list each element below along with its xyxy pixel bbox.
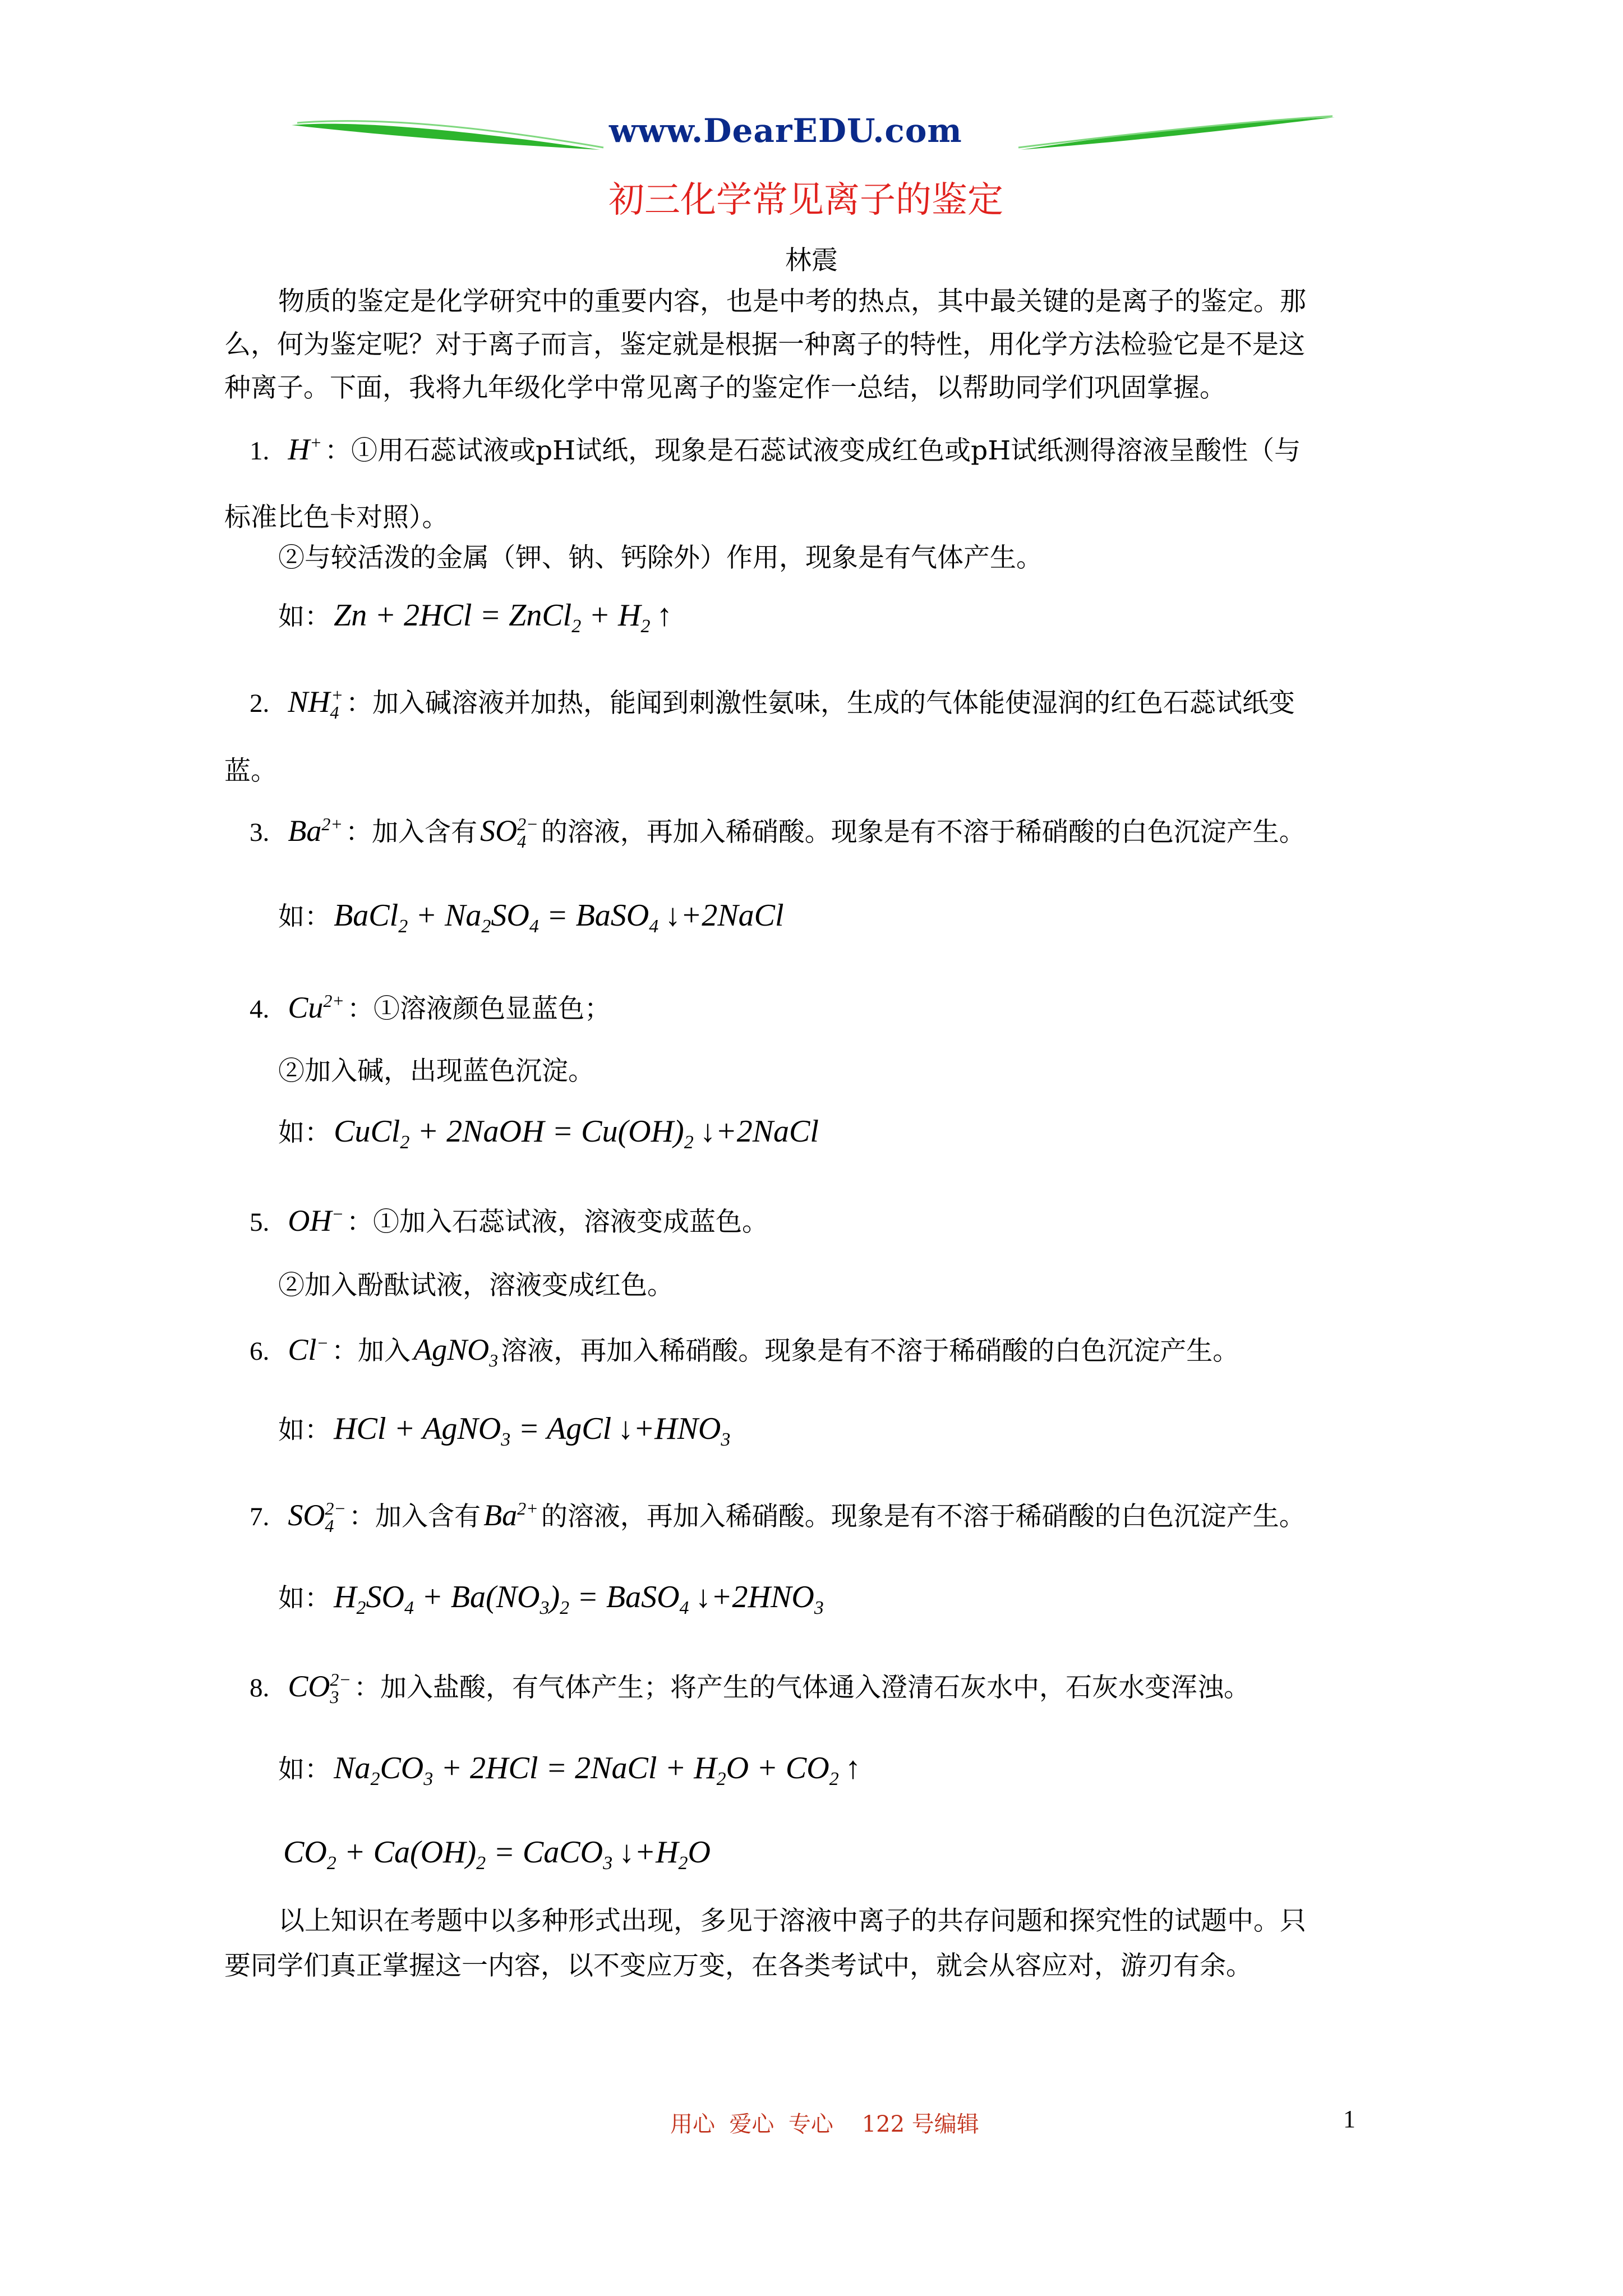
equation-row [278, 1750, 861, 1790]
green-swoosh-right [1015, 115, 1335, 154]
site-logo-text: www.DearEDU.com [609, 112, 962, 150]
page-number: 1 [1343, 2105, 1355, 2133]
document-title: 初三化学常见离子的鉴定 [608, 180, 1003, 221]
ion-formula: H+ [288, 432, 322, 466]
equation-prefix: 如： [278, 1583, 331, 1614]
ion-formula: Cl− [288, 1333, 329, 1366]
item-number: 4. [250, 995, 270, 1024]
equation-prefix: 如： [278, 601, 331, 632]
item-text-method-2: ②与较活泼的金属（钾、钠、钙除外）作用，现象是有气体产生。 [278, 542, 1043, 573]
ion-formula: $Cu^{2+}$ [288, 991, 344, 1024]
item-text: ：加入含有 [349, 1501, 481, 1532]
chemical-equation: $H_2SO_4 + Ba(NO_3)_2$ = BaSO$_4$ $↓+2HNO_3$ [334, 1580, 824, 1619]
item-text: ：加入碱溶液并加热，能闻到刺激性氨味，生成的气体能使湿润的红色石蕊试纸变 [346, 688, 1295, 719]
intro-line-3: 种离子。下面，我将九年级化学中常见离子的鉴定作一总结，以帮助同学们巩固掌握。 [224, 372, 1226, 403]
chemical-equation: CuCl$_2$ + 2NaOH = $Cu(OH)_2$ ↓+2NaCl [334, 1114, 819, 1153]
chemical-equation: HCl + AgNO$_3$ = AgCl $↓+HNO_3$ [334, 1411, 731, 1451]
item-text: ：①用石蕊试液或pH试纸，现象是石蕊试液变成红色或pH试纸测得溶液呈酸性（与 [325, 435, 1301, 466]
list-item [250, 1332, 1239, 1371]
equation-row [278, 1579, 824, 1619]
list-item [250, 432, 1301, 468]
item-text-method-2: ②加入碱，出现蓝色沉淀。 [278, 1056, 594, 1087]
intro-line-2: 么，何为鉴定呢？对于离子而言，鉴定就是根据一种离子的特性，用化学方法检验它是不是这 [224, 329, 1305, 360]
chemical-equation: Zn + 2HCl = ZnCl$_2$ + $H_2$ ↑ [334, 598, 672, 637]
list-item [250, 1498, 1306, 1536]
ion-formula: OH− [288, 1204, 344, 1237]
intro-line-1: 物质的鉴定是化学研究中的重要内容，也是中考的热点，其中最关键的是离子的鉴定。那 [278, 286, 1306, 317]
item-text-method-2: ②加入酚酞试液，溶液变成红色。 [278, 1270, 674, 1301]
page-footer-text: 用心 爱心 专心 122 号编辑 [670, 2111, 979, 2137]
ion-formula: $SO_4^{2-}$ [480, 814, 538, 852]
equation-row [278, 898, 784, 937]
list-item [250, 813, 1306, 852]
item-text: 的溶液，再加入稀硝酸。现象是有不溶于稀硝酸的白色沉淀产生。 [541, 1501, 1306, 1532]
list-item [250, 990, 611, 1026]
equation-prefix: 如： [278, 901, 331, 932]
list-item [250, 1203, 768, 1239]
item-text: ：加入 [331, 1336, 411, 1366]
item-number: 7. [250, 1502, 270, 1531]
ion-formula: AgNO$_3$ [413, 1333, 499, 1370]
item-number: 6. [250, 1337, 270, 1366]
list-item [250, 684, 1295, 723]
chemical-equation: $Na_2CO_3 + 2HCl$ = 2NaCl + $H_2O + CO_2$ ↑ [334, 1751, 861, 1790]
item-text: 的溶液，再加入稀硝酸。现象是有不溶于稀硝酸的白色沉淀产生。 [541, 817, 1306, 848]
item-text-continued: 蓝。 [224, 756, 277, 786]
ion-formula: $SO_4^{2-}$ [288, 1498, 346, 1536]
equation-row [278, 1411, 730, 1451]
header-logo [292, 109, 1335, 160]
item-text: ：①加入石蕊试液，溶液变成蓝色。 [347, 1207, 769, 1237]
list-item [250, 1669, 1250, 1708]
equation-row [278, 597, 672, 637]
item-text: ：①溶液颜色显蓝色； [347, 993, 611, 1024]
ion-formula: $CO_3^{2-}$ [288, 1669, 351, 1707]
conclusion-line-2: 要同学们真正掌握这一内容，以不变应万变，在各类考试中，就会从容应对，游刃有余。 [224, 1950, 1252, 1981]
ion-formula: $NH_4^+$ [288, 685, 343, 723]
item-text: 溶液，再加入稀硝酸。现象是有不溶于稀硝酸的白色沉淀产生。 [501, 1336, 1239, 1366]
author: 林震 [785, 245, 838, 276]
item-number: 8. [250, 1673, 270, 1703]
item-number: 3. [250, 818, 270, 847]
chemical-equation: BaCl$_2$ + $Na_2SO_4$ = BaSO$_4$ ↓+2NaCl [334, 898, 784, 937]
chemical-equation: $CO_2 + Ca(OH)_2$ = CaCO$_3$ $↓+H_2O$ [283, 1835, 711, 1874]
equation-prefix: 如： [278, 1415, 331, 1446]
conclusion-line-1: 以上知识在考题中以多种形式出现，多见于溶液中离子的共存问题和探究性的试题中。只 [278, 1906, 1306, 1936]
green-swoosh-left [292, 115, 606, 154]
equation-prefix: 如： [278, 1754, 331, 1785]
item-number: 5. [250, 1208, 270, 1237]
item-text-continued: 标准比色卡对照）。 [224, 502, 449, 533]
ion-formula: $Ba^{2+}$ [483, 1498, 538, 1532]
equation-prefix: 如： [278, 1117, 331, 1148]
ion-formula: $Ba^{2+}$ [288, 814, 343, 848]
item-number: 1. [250, 436, 270, 466]
item-number: 2. [250, 689, 270, 718]
equation-row [278, 1114, 819, 1153]
equation-row [283, 1834, 711, 1874]
item-text: ：加入含有 [345, 817, 478, 848]
item-text: ：加入盐酸，有气体产生；将产生的气体通入澄清石灰水中，石灰水变浑浊。 [354, 1672, 1251, 1703]
